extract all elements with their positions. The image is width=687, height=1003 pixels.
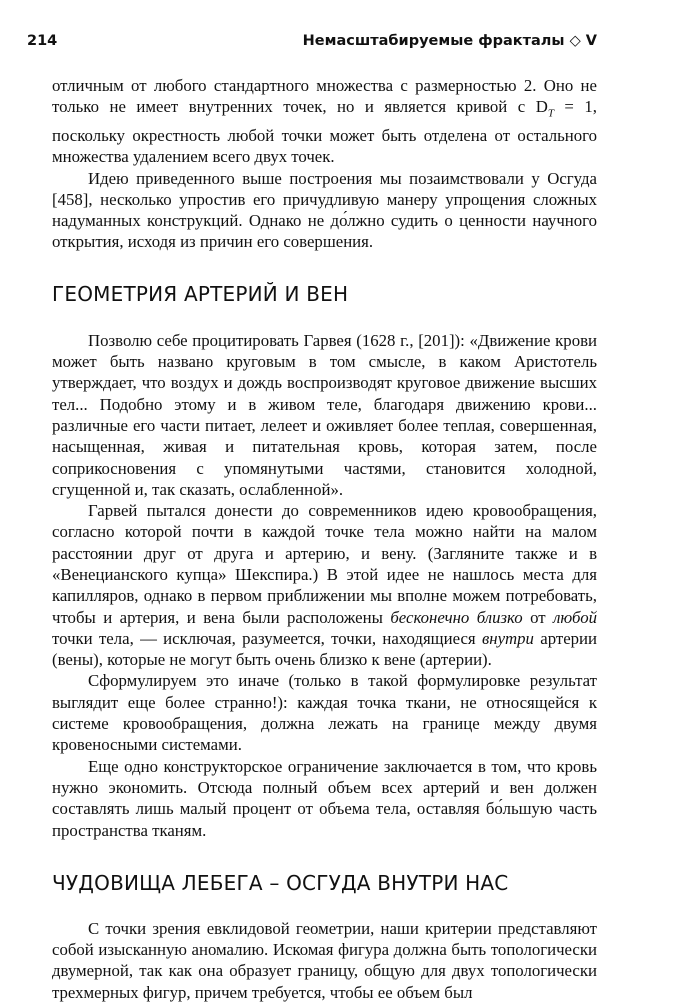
paragraph: Еще одно конструкторское ограничение заключается в том, что кровь нужно экономить. Отсюда полный объем всех артерий и вен должен составлять лишь малый процент от объема тела, оставляя бо́льшую часть пространства тканям. xyxy=(52,756,597,840)
text-run: точки тела, — исключая, разумеется, точки, находящиеся xyxy=(52,628,482,648)
text-run: от xyxy=(522,607,554,627)
running-title: Немасштабируемые фракталы ◇ V xyxy=(302,33,597,49)
paragraph: Позволю себе процитировать Гарвея (1628 г., [201]): «Движение крови может быть названо круговым в том смысле, в каком Аристотель утверждает, что воздух и дождь воспроизводят круговое движение высших тел... Подобно этому и в живом теле, благодаря движению крови... различные его части питает, лелеет и оживляет более теплая, совершенная, насыщенная, живая и питательная кровь, которая затем, после соприкосновения с упомянутыми частями, становится холодной, сгущенной и, так сказать, ослабленной». xyxy=(52,330,597,499)
page-header xyxy=(27,33,597,57)
section-heading: ГЕОМЕТРИЯ АРТЕРИЙ И ВЕН xyxy=(52,281,349,306)
paragraph: С точки зрения евклидовой геометрии, наши критерии представляют собой изысканную аномалию. Искомая фигура должна быть топологически двумерной, так как она образует границу, общую для двух топологически трехмерных фигур, причем требуется, чтобы ее объем был xyxy=(52,918,597,1002)
paragraph xyxy=(52,75,597,168)
subscript: T xyxy=(547,107,554,120)
section-heading: ЧУДОВИЩА ЛЕБЕГА – ОСГУДА ВНУТРИ НАС xyxy=(52,870,509,895)
paragraph: Идею приведенного выше построения мы позаимствовали у Осгуда [458], несколько упростив его причудливую манеру упрощения сложных надуманных конструкций. Однако не до́лжно судить о ценности научного открытия, исходя из причин его совершения. xyxy=(52,168,597,252)
text-run: = 1, поскольку окрестность любой точки может быть отделена от остального множества удалением всего двух точек. xyxy=(52,97,597,167)
text-run: отличным от любого стандартного множества с размерностью 2. Оно не только не имеет внутренних точек, но и является кривой с D xyxy=(52,76,597,117)
paragraph: Сформулируем это иначе (только в такой формулировке результат выглядит еще более странно!): каждая точка ткани, не относящейся к системе кровообращения, должна лежать на границе между двумя кровеносными системами. xyxy=(52,671,597,755)
paragraph xyxy=(52,500,597,670)
emphasis: внутри xyxy=(481,628,534,648)
page-number: 214 xyxy=(27,33,58,49)
page-body xyxy=(52,75,597,1003)
text-run: артерии (вены), которые не могут быть очень близко к вене (артерии). xyxy=(52,628,597,670)
text-run: Гарвей пытался донести до современников идею кровообращения, согласно которой почти в каждой точке тела можно найти на малом расстоянии друг от друга и артерию, и вену. (Загляните также и в «Венецианского купца» Шекспира.) В этой идее не нашлось места для капилляров, однако в первом приближении мы вполне можем потребовать, чтобы и артерия, и вена были расположены xyxy=(52,501,597,627)
emphasis: бесконечно близко xyxy=(390,607,523,627)
emphasis: любой xyxy=(553,607,598,627)
